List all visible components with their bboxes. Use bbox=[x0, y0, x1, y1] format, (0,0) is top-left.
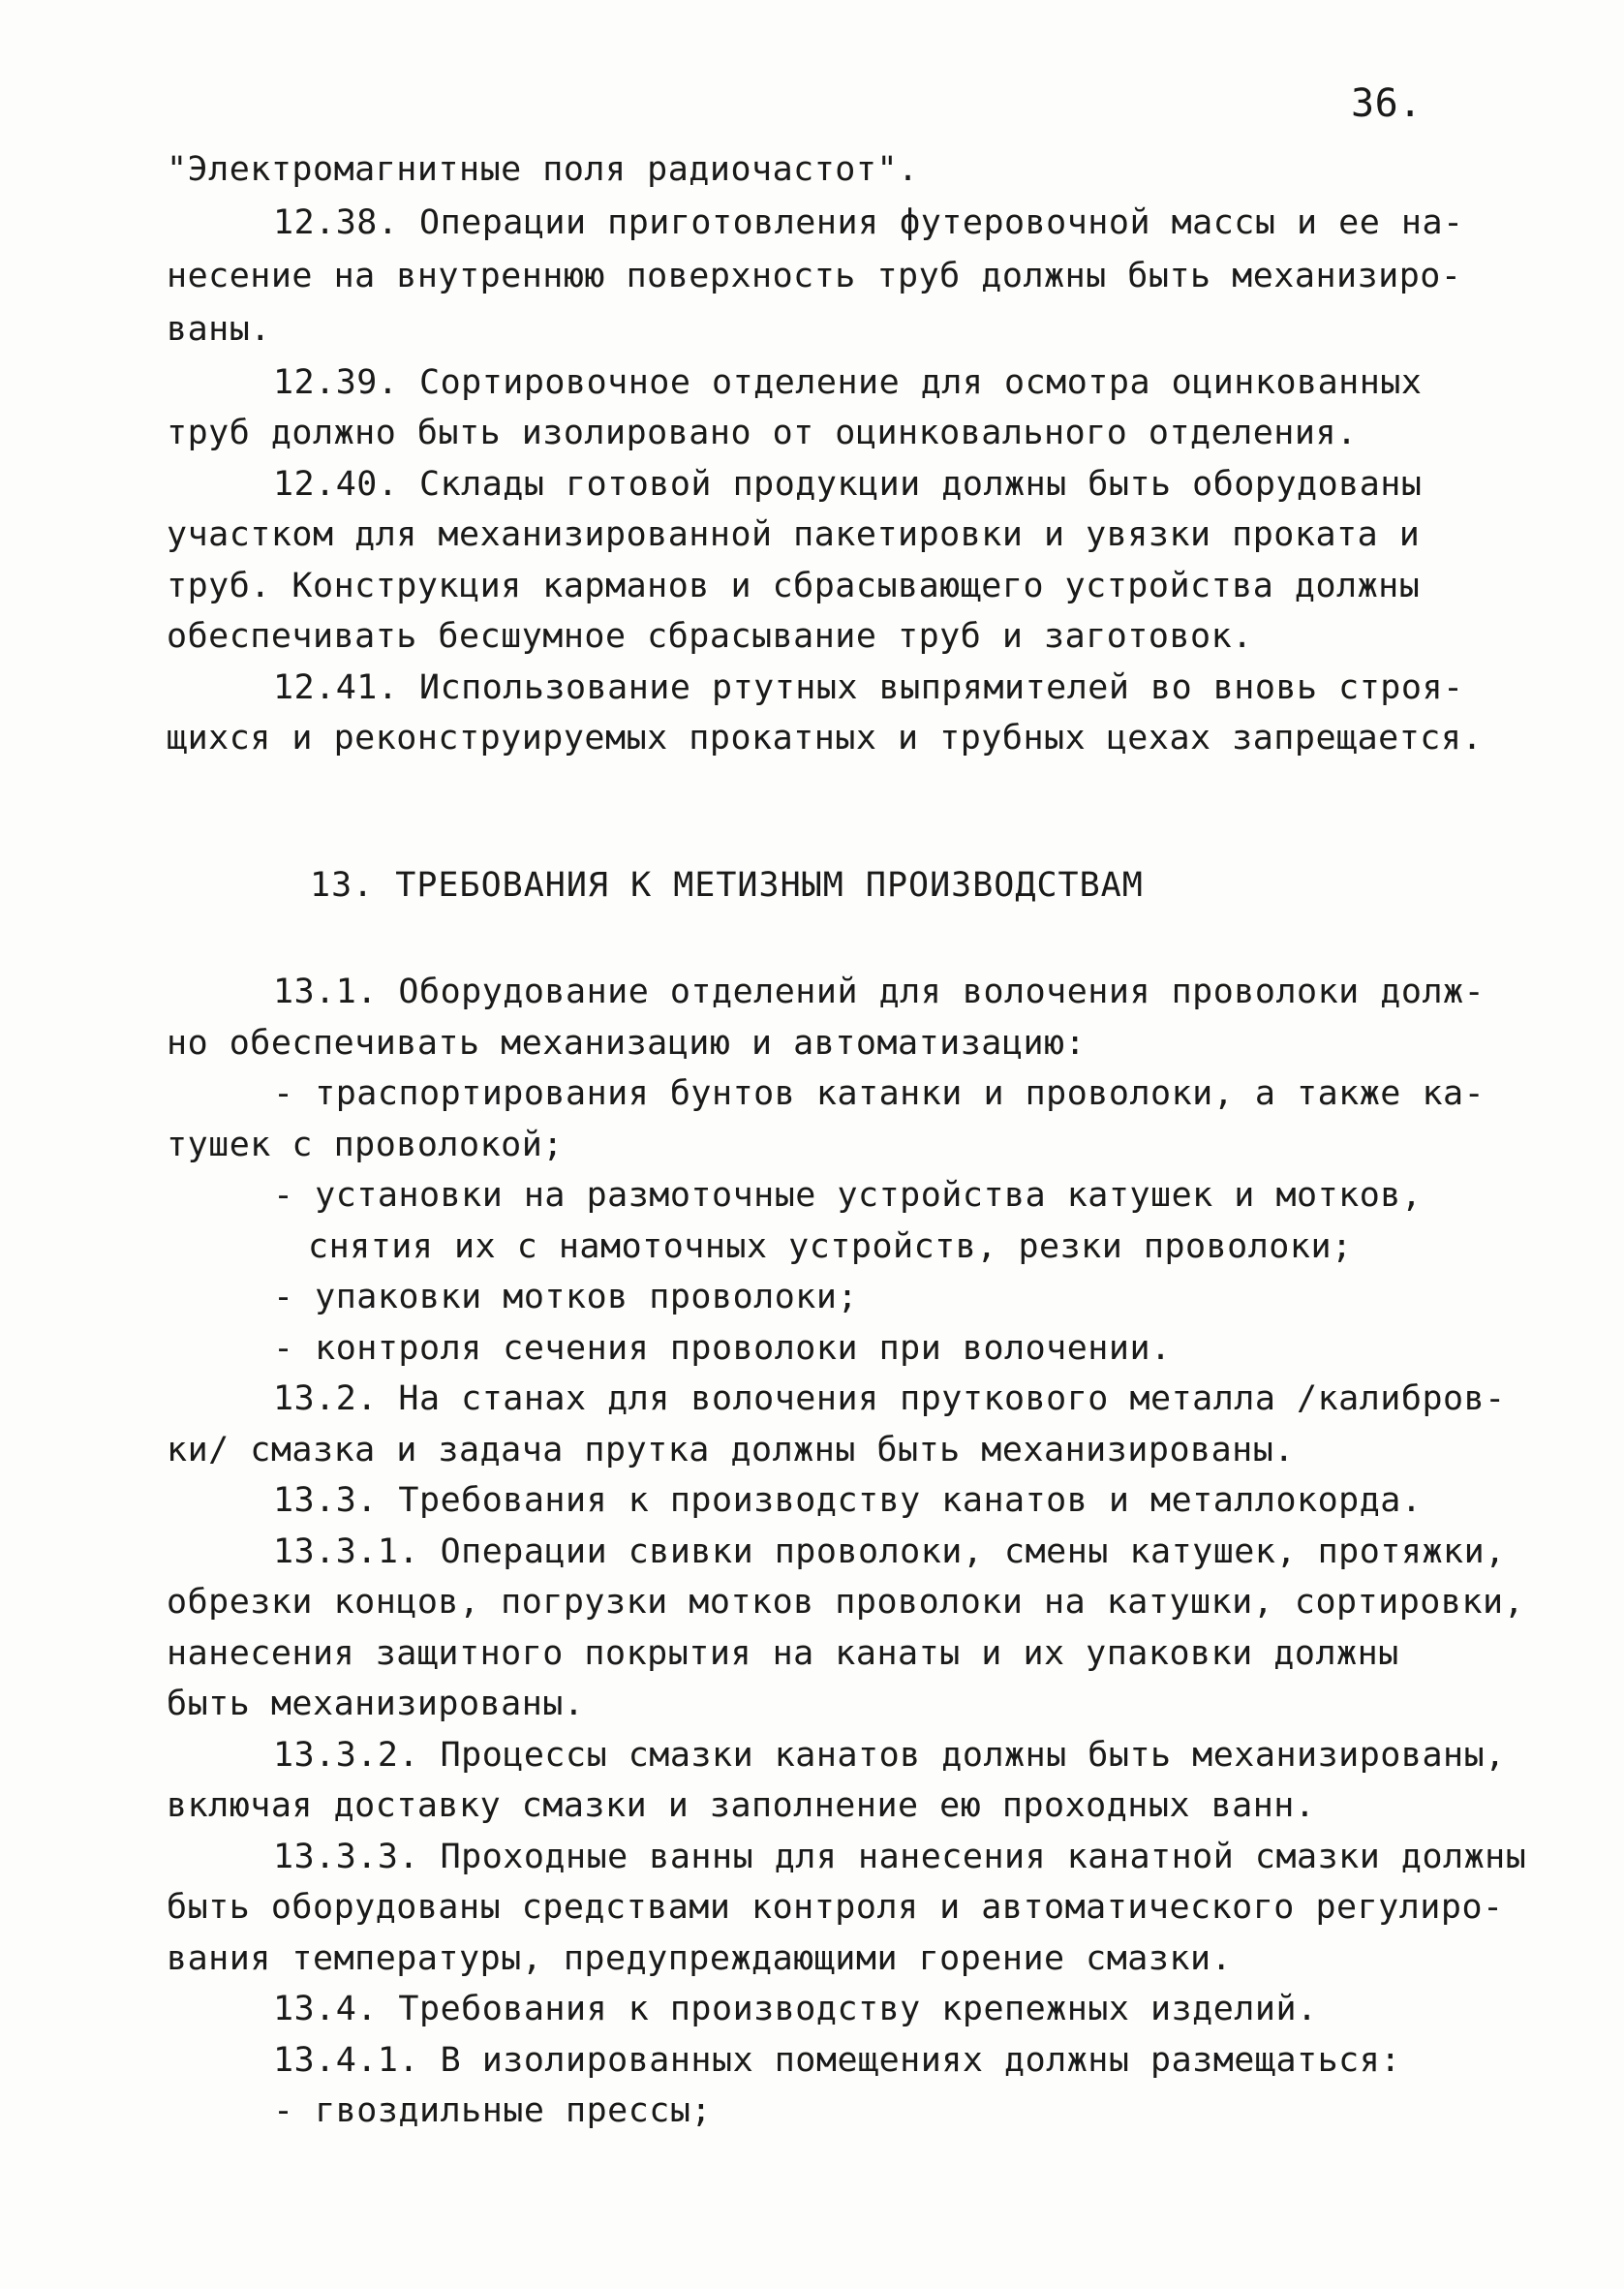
text-line: но обеспечивать механизацию и автоматизацию: bbox=[167, 1024, 1087, 1063]
text-line: труб должно быть изолировано от оцинковального отделения. bbox=[167, 414, 1358, 452]
text-line: 13.4.1. В изолированных помещениях должны размещаться: bbox=[273, 2041, 1401, 2080]
page-number: 36. bbox=[1351, 81, 1423, 126]
text-line: 13.3.3. Проходные ванны для нанесения канатной смазки должны bbox=[273, 1838, 1527, 1876]
text-line: 13.1. Оборудование отделений для волочения проволоки долж- bbox=[273, 973, 1486, 1011]
text-line: быть механизированы. bbox=[167, 1685, 585, 1723]
text-line: несение на внутреннюю поверхность труб должны быть механизиро- bbox=[167, 257, 1462, 295]
text-line: 13.3.2. Процессы смазки канатов должны быть механизированы, bbox=[273, 1736, 1506, 1775]
text-line: 12.38. Операции приготовления футеровочной массы и ее на- bbox=[273, 203, 1464, 242]
text-line: 12.41. Использование ртутных выпрямителей во вновь строя- bbox=[273, 668, 1464, 707]
text-line: "Электромагнитные поля радиочастот". bbox=[167, 150, 919, 189]
text-line: 12.40. Склады готовой продукции должны быть оборудованы bbox=[273, 465, 1423, 504]
text-line: обеспечивать бесшумное сбрасывание труб и заготовок. bbox=[167, 617, 1253, 656]
text-line: 13.3. Требования к производству канатов и металлокорда. bbox=[273, 1481, 1423, 1520]
text-line: ваны. bbox=[167, 310, 271, 349]
list-item: - упаковки мотков проволоки; bbox=[273, 1278, 859, 1316]
text-line: 13.3.1. Операции свивки проволоки, смены катушек, протяжки, bbox=[273, 1532, 1506, 1571]
section-heading: 13. ТРЕБОВАНИЯ К МЕТИЗНЫМ ПРОИЗВОДСТВАМ bbox=[310, 866, 1144, 905]
text-line: нанесения защитного покрытия на канаты и их упаковки должны bbox=[167, 1634, 1399, 1673]
list-item: - установки на размоточные устройства катушек и мотков, bbox=[273, 1176, 1423, 1215]
text-line: ки/ смазка и задача прутка должны быть механизированы. bbox=[167, 1431, 1295, 1469]
list-item: - гвоздильные прессы; bbox=[273, 2091, 713, 2130]
text-line: 12.39. Сортировочное отделение для осмотра оцинкованных bbox=[273, 363, 1423, 402]
text-line: обрезки концов, погрузки мотков проволоки на катушки, сортировки, bbox=[167, 1583, 1525, 1622]
text-line: тушек с проволокой; bbox=[167, 1126, 564, 1164]
text-line: 13.2. На станах для волочения пруткового металла /калибров- bbox=[273, 1379, 1506, 1418]
text-line: труб. Конструкция карманов и сбрасывающего устройства должны bbox=[167, 567, 1421, 605]
list-item: - траспортирования бунтов катанки и проволоки, а также ка- bbox=[273, 1074, 1486, 1113]
list-item: - контроля сечения проволоки при волочении. bbox=[273, 1329, 1172, 1368]
text-line: 13.4. Требования к производству крепежных изделий. bbox=[273, 1990, 1318, 2028]
text-line: вания температуры, предупреждающими горение смазки. bbox=[167, 1939, 1233, 1978]
text-line: щихся и реконструируемых прокатных и трубных цехах запрещается. bbox=[167, 719, 1484, 758]
text-line: участком для механизированной пакетировки и увязки проката и bbox=[167, 515, 1421, 554]
text-line: снятия их с намоточных устройств, резки проволоки; bbox=[308, 1227, 1353, 1266]
text-line: быть оборудованы средствами контроля и автоматического регулиро- bbox=[167, 1888, 1504, 1927]
text-line: включая доставку смазки и заполнение ею проходных ванн. bbox=[167, 1786, 1316, 1825]
